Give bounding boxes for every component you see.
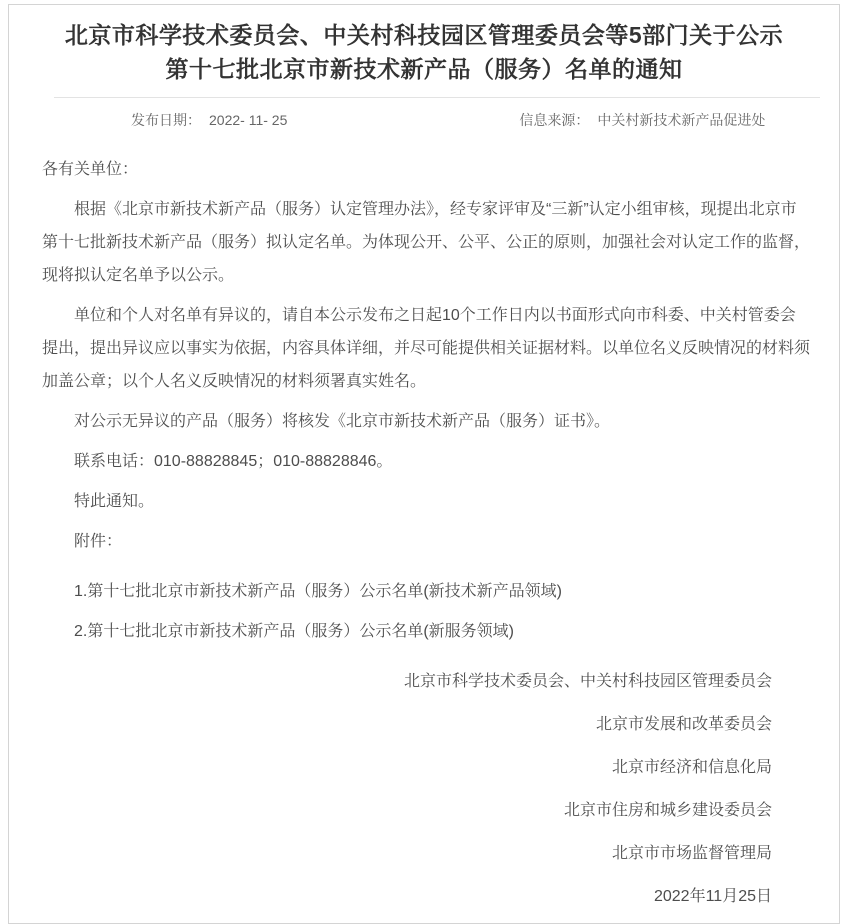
signature-org-3: 北京市经济和信息化局 (611, 759, 772, 776)
paragraph-objection: 单位和个人对名单有异议的，请自本公示发布之日起10个工作日内以书面形式向市科委、中关村管委会提出，提出异议应以事实为依据，内容具体详细，并尽可能提供相关证据材料。以单位名义反映情况的材料须加盖公章；以个人名义反映情况的材料须署真实姓名。 (42, 307, 811, 390)
signature-date: 2022年11月25日 (653, 888, 772, 905)
signature-block (42, 665, 811, 913)
notice-close: 特此通知。 (74, 493, 155, 510)
paragraph-basis: 根据《北京市新技术新产品（服务）认定管理办法》，经专家评审及“三新”认定小组审核，现提出北京市第十七批新技术新产品（服务）拟认定名单。为体现公开、公平、公正的原则，加强社会对认定工作的监督，现将拟认定名单予以公示。 (42, 201, 811, 284)
article-body (9, 142, 839, 913)
publish-date-label: 发布日期： (131, 112, 201, 128)
info-source-value: 中关村新技术新产品促进处 (597, 112, 766, 128)
publish-date (131, 110, 287, 130)
signature-org-1: 北京市科学技术委员会、中关村科技园区管理委员会 (403, 673, 772, 690)
signature-org-5: 北京市市场监督管理局 (611, 845, 772, 862)
page-title-line-2: 第十七批北京市新技术新产品（服务）名单的通知 (165, 56, 683, 82)
paragraph-certificate: 对公示无异议的产品（服务）将核发《北京市新技术新产品（服务）证书》。 (74, 413, 611, 430)
contact-phone: 联系电话：010-88828845；010-88828846。 (74, 453, 393, 470)
page-title (9, 5, 839, 86)
attachment-link-1[interactable]: 1.第十七批北京市新技术新产品（服务）公示名单(新技术新产品领域) (74, 583, 563, 600)
attachments-label: 附件： (74, 533, 123, 550)
article-meta (9, 98, 839, 142)
article-container (8, 4, 840, 924)
attachment-link-2[interactable]: 2.第十七批北京市新技术新产品（服务）公示名单(新服务领域) (74, 623, 515, 640)
salutation: 各有关单位： (42, 161, 139, 178)
info-source-label: 信息来源： (519, 112, 590, 128)
page-title-line-1: 北京市科学技术委员会、中关村科技园区管理委员会等5部门关于公示 (64, 22, 784, 48)
signature-org-4: 北京市住房和城乡建设委员会 (563, 802, 772, 819)
signature-org-2: 北京市发展和改革委员会 (595, 716, 772, 733)
publish-date-value: 2022- 11- 25 (209, 112, 288, 128)
info-source (519, 110, 765, 130)
